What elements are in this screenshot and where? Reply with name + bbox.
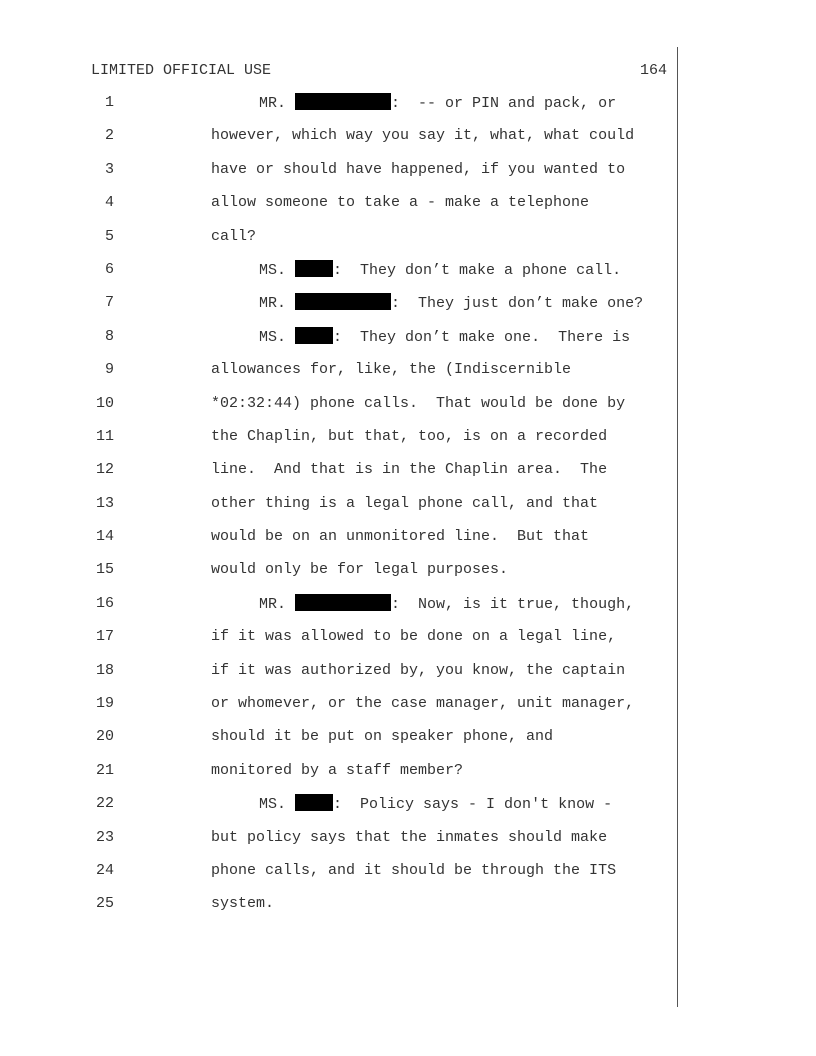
- line-text: but policy says that the inmates should make: [211, 828, 608, 846]
- line-number: 15: [95, 561, 114, 579]
- speaker-statement: : They don’t make one. There is: [333, 328, 631, 346]
- line-number: 25: [95, 895, 114, 913]
- transcript-line: [0, 594, 680, 627]
- transcript-line: [0, 327, 680, 360]
- classification-header: LIMITED OFFICIAL USE: [91, 62, 272, 79]
- speaker-line-text: [259, 93, 616, 114]
- line-text: monitored by a staff member?: [211, 761, 464, 779]
- line-number: 4: [104, 194, 114, 212]
- speaker-label: MR.: [259, 595, 287, 613]
- line-number: 23: [95, 828, 114, 846]
- transcript-line: [0, 460, 680, 493]
- transcript-line: [0, 560, 680, 593]
- transcript-line: [0, 661, 680, 694]
- transcript-line: [0, 293, 680, 326]
- line-number: 1: [104, 94, 114, 111]
- transcript-line: [0, 193, 680, 226]
- transcript-line: [0, 694, 680, 727]
- transcript-line: [0, 794, 680, 827]
- line-number: 11: [95, 427, 114, 445]
- redaction-bar: [295, 327, 333, 344]
- line-number: 24: [95, 861, 114, 879]
- line-number: 12: [95, 461, 114, 479]
- line-number: 10: [95, 394, 114, 412]
- line-text: other thing is a legal phone call, and that: [211, 494, 599, 512]
- line-text: have or should have happened, if you wanted to: [211, 160, 626, 178]
- transcript-line: [0, 894, 680, 927]
- line-text: allowances for, like, the (Indiscernible: [211, 361, 572, 379]
- line-number: 9: [104, 361, 114, 379]
- transcript-lines: [0, 93, 680, 928]
- line-text: or whomever, or the case manager, unit manager,: [211, 695, 635, 713]
- transcript-line: [0, 861, 680, 894]
- speaker-statement: : They just don’t make one?: [391, 295, 644, 313]
- speaker-line-text: [259, 327, 630, 348]
- speaker-statement: : Policy says - I don't know -: [333, 796, 613, 814]
- line-text: line. And that is in the Chaplin area. The: [211, 461, 608, 479]
- speaker-line-text: [259, 293, 643, 314]
- line-text: would only be for legal purposes.: [211, 561, 509, 579]
- transcript-line: [0, 93, 680, 126]
- speaker-line-text: [259, 594, 634, 615]
- transcript-line: [0, 394, 680, 427]
- redaction-bar: [295, 594, 391, 611]
- transcript-line: [0, 427, 680, 460]
- line-number: 8: [104, 327, 114, 345]
- line-number: 13: [95, 494, 114, 512]
- line-text: would be on an unmonitored line. But that: [211, 528, 590, 546]
- line-text: *02:32:44) phone calls. That would be done by: [211, 394, 626, 412]
- line-number: 16: [95, 594, 114, 612]
- speaker-statement: : They don’t make a phone call.: [333, 261, 622, 279]
- speaker-label: MR.: [259, 295, 287, 313]
- line-number: 20: [95, 728, 114, 746]
- line-number: 21: [95, 761, 114, 779]
- line-text: phone calls, and it should be through the ITS: [211, 861, 617, 879]
- line-text: however, which way you say it, what, what could: [211, 127, 635, 145]
- transcript-line: [0, 627, 680, 660]
- transcript-line: [0, 227, 680, 260]
- line-text: allow someone to take a - make a telephone: [211, 194, 590, 212]
- transcript-line: [0, 360, 680, 393]
- speaker-label: MR.: [259, 95, 287, 112]
- transcript-line: [0, 160, 680, 193]
- line-number: 5: [104, 227, 114, 245]
- line-text: the Chaplin, but that, too, is on a recorded: [211, 427, 608, 445]
- speaker-line-text: [259, 260, 621, 281]
- line-text: should it be put on speaker phone, and: [211, 728, 554, 746]
- line-number: 7: [104, 294, 114, 312]
- line-number: 17: [95, 628, 114, 646]
- line-number: 22: [95, 795, 114, 813]
- line-number: 19: [95, 695, 114, 713]
- transcript-line: [0, 828, 680, 861]
- redaction-bar: [295, 93, 391, 110]
- line-number: 6: [104, 260, 114, 278]
- line-number: 3: [104, 160, 114, 178]
- transcript-line: [0, 260, 680, 293]
- speaker-line-text: [259, 794, 612, 815]
- speaker-statement: : -- or PIN and pack, or: [391, 95, 617, 112]
- line-text: if it was allowed to be done on a legal line,: [211, 628, 617, 646]
- line-number: 14: [95, 528, 114, 546]
- transcript-line: [0, 527, 680, 560]
- redaction-bar: [295, 293, 391, 310]
- line-text: call?: [211, 227, 257, 245]
- speaker-label: MS.: [259, 796, 287, 814]
- line-text: system.: [211, 895, 275, 913]
- redaction-bar: [295, 794, 333, 811]
- transcript-line: [0, 761, 680, 794]
- line-text: if it was authorized by, you know, the captain: [211, 661, 626, 679]
- page-number: 164: [639, 62, 667, 79]
- transcript-line: [0, 126, 680, 159]
- speaker-statement: : Now, is it true, though,: [391, 595, 635, 613]
- line-number: 2: [104, 127, 114, 145]
- speaker-label: MS.: [259, 261, 287, 279]
- redaction-bar: [295, 260, 333, 277]
- transcript-line: [0, 727, 680, 760]
- transcript-line: [0, 494, 680, 527]
- speaker-label: MS.: [259, 328, 287, 346]
- line-number: 18: [95, 661, 114, 679]
